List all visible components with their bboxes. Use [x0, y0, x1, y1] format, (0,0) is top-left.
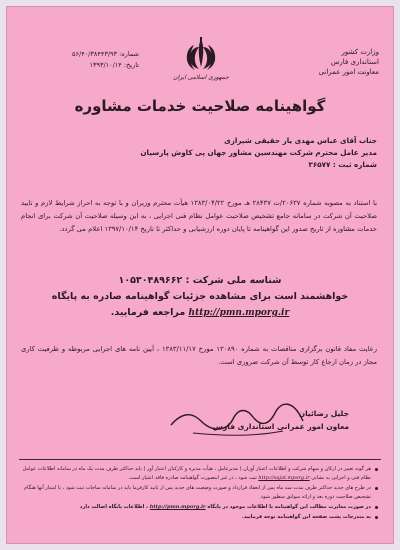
national-id-row — [7, 273, 393, 289]
ministry-name: وزارت کشور — [341, 48, 379, 56]
signatory-name: جلیل رضائیان — [298, 409, 349, 418]
certificate-title: گواهینامه صلاحیت خدمات مشاوره — [74, 97, 326, 115]
letter-reference — [19, 49, 139, 71]
registration-row — [21, 159, 377, 171]
footnotes — [19, 465, 379, 523]
iran-emblem-icon — [179, 35, 223, 75]
footnote-1-end: ثبت شود ، در غیر اینصورت گواهینامه صادره فاقد اعتبار است. — [128, 475, 257, 481]
letter-date-label: تاریخ: — [123, 61, 139, 69]
national-id-block — [7, 273, 393, 321]
portal-request-end: مراجعه فرمایید. — [110, 307, 186, 318]
emblem-caption: جمهوری اسلامی ایران — [173, 74, 229, 81]
footer-divider — [19, 459, 381, 460]
sajat-link[interactable]: http://sajat.mporg.ir — [258, 475, 310, 481]
signatory-block — [179, 407, 349, 433]
letter-number: ۵۶/۴۰/۳۸۴۴۳/۹۳ — [72, 50, 117, 58]
issuer-block — [269, 47, 379, 77]
letter-number-label: شماره: — [119, 50, 139, 58]
footnote-2: در طرح های جدید حداکثر ظرف مدت سه ماه پس از انعقاد قرارداد و صورت وضعیت های جدید پس از تایید کارفرما باید در سامانه ساجات ثبت شود ، تا امتیاز آنها هنگام تشخیص صلاحیت دوره بعد و ارائه سوابق منظور شود. — [19, 484, 379, 502]
recipient-block — [21, 135, 377, 171]
certificate-page — [6, 6, 394, 544]
portal-link[interactable]: http://pmn.mporg.ir — [188, 308, 290, 318]
footnote-3-text: در صورت مغایرت مطالب این گواهینامه با اطلاعات موجود در پایگاه — [207, 504, 371, 510]
registration-label: شماره ثبت : — [332, 160, 377, 169]
footnote-3 — [19, 503, 379, 512]
certificate-body: با استناد به مصوبه شماره ۲۰۶۳۷/ت ۲۸۴۳۷ هـ مورخ ۱۳۸۳/۰۴/۲۲ هیأت محترم وزیران و با توجه به احراز شرایط لازم و تایید صلاحیت آن شرکت در سامانه جامع تشخیص صلاحیت عوامل نظام فنی اجرایی ، به این وسیله صلاحیت آن شرکت برای انجام خدمات مشاوره از تاریخ صدور این گواهینامه تا پایان دوره ارزشیابی و حداکثر تا تاریخ ۱۳۹۷/۱۰/۱۴ اعلام می گردد. — [21, 199, 377, 233]
signatory-role: معاون امور عمرانی استانداری فارس — [212, 422, 349, 431]
portal-request: خواهشمند است برای مشاهده جزئیات گواهینامه صادره به پایگاه — [51, 291, 349, 302]
letter-date: ۱۳۹۳/۱۰/۱۴ — [89, 61, 122, 69]
letter-date-row — [19, 60, 139, 71]
footnote-3-end: ، اطلاعات پایگاه اصالت دارد — [79, 504, 148, 510]
registration-number: ۳۶۵۷۷ — [308, 160, 331, 169]
national-id-value: ۱۰۵۳۰۴۸۹۶۶۲ — [118, 275, 183, 286]
pmn-link[interactable]: http://pmn.mporg.ir — [149, 504, 206, 510]
department-name: معاونت امور عمرانی — [318, 68, 379, 76]
portal-row — [7, 305, 393, 321]
letter-number-row — [19, 49, 139, 60]
footnote-1-text: هر گونه تغییر در ارکان و سهام شرکت و اطلاعات اعتبار آوران ( مدیرعامل ، هیأت مدیره و کارکنان اعتبار آور ) باید حداکثر ظرف مدت یک ماه در سامانه اطلاعات عوامل نظام فنی و اجرایی به نشانی — [22, 466, 371, 481]
tender-law-note: رعایت مفاد قانون برگزاری مناقصات به شماره ۱۳۰۸۹۰ مورخ ۱۳۸۳/۱۱/۱۷ ، آیین نامه های اجرایی مربوطه و ظرفیت کاری مجاز در زمان ارجاع کار توسط آن شرکت ضروری است. — [21, 345, 377, 366]
national-id-label: شناسه ملی شرکت : — [185, 275, 282, 286]
governorate-name: استانداری فارس — [330, 58, 379, 66]
recipient-company: مدیر عامل محترم شرکت مهندسین مشاور جهان پی کاوش پارسیان — [140, 148, 377, 157]
footnote-4: به مندرجات پشت صفحه این گواهینامه توجه فرمایید. — [19, 513, 379, 522]
footnote-1 — [19, 465, 379, 483]
recipient-name: جناب آقای عباس مهدی یار حقیقی شیرازی — [224, 136, 377, 145]
